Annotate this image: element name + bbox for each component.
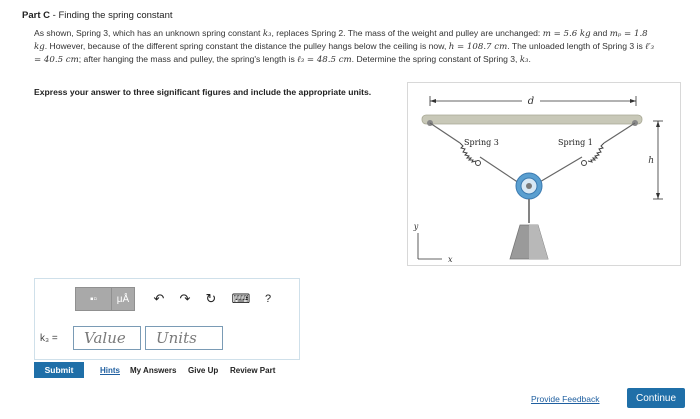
h-arrow-bottom xyxy=(656,193,660,199)
my-answers-link[interactable]: My Answers xyxy=(130,366,177,375)
submit-button[interactable]: Submit xyxy=(34,362,84,378)
keyboard-icon[interactable]: ⌨ xyxy=(231,291,251,306)
pulley-axle xyxy=(526,183,532,189)
part-title xyxy=(22,10,173,21)
weight-shade xyxy=(529,225,548,259)
ceiling-beam xyxy=(422,115,642,124)
answer-label: k₃ = xyxy=(40,333,58,344)
problem-text: and xyxy=(590,28,610,38)
spring-figure xyxy=(407,82,681,266)
problem-text: ; after hanging the mass and pulley, the spring's length is xyxy=(78,54,298,64)
math-unloaded-length: ℓ′₃ = 40.5 cm xyxy=(34,42,655,65)
d-label: d xyxy=(527,96,535,107)
d-arrow-right xyxy=(630,99,636,103)
math-k3: k₃ xyxy=(262,29,272,39)
math-toolbar xyxy=(75,287,275,311)
spring3-hook xyxy=(476,161,481,166)
part-title-text: Finding the spring constant xyxy=(58,10,173,21)
spring1-label: Spring 1 xyxy=(558,138,593,147)
math-loaded-length: ℓ₃ = 48.5 cm xyxy=(297,55,352,65)
math-k3: k₃ xyxy=(519,55,529,65)
math-height: h = 108.7 cm xyxy=(448,42,508,52)
problem-text: . The unloaded length of Spring 3 is xyxy=(507,41,646,51)
figure-svg xyxy=(408,83,680,265)
math-pulley-mass: mₚ = 1.8 kg xyxy=(34,29,648,52)
d-arrow-left xyxy=(430,99,436,103)
give-up-link[interactable]: Give Up xyxy=(188,366,219,375)
left-rope-upper xyxy=(430,123,460,143)
instruction: Express your answer to three significant figures and include the appropriate units. xyxy=(34,87,372,97)
units-icon: μÅ xyxy=(116,293,130,305)
reset-icon[interactable]: ↻ xyxy=(205,291,217,306)
problem-text: . However, because of the different spring constant the distance the pulley hangs below the ceiling is now, xyxy=(44,41,449,51)
help-icon[interactable]: ? xyxy=(264,293,272,305)
units-input[interactable]: Units xyxy=(145,326,223,350)
redo-icon[interactable]: ↷ xyxy=(179,291,191,306)
right-rope-upper xyxy=(604,123,635,143)
math-mass: m = 5.6 kg xyxy=(542,29,591,39)
h-arrow-top xyxy=(656,121,660,127)
right-rope-lower xyxy=(538,157,582,183)
x-axis-label: x xyxy=(448,255,453,264)
problem-text: As shown, Spring 3, which has an unknown spring constant xyxy=(34,28,263,38)
problem-text: . Determine the spring constant of Spring 3, xyxy=(351,54,520,64)
provide-feedback-link[interactable]: Provide Feedback xyxy=(531,394,600,404)
templates-icon: ▪▫ xyxy=(89,293,98,305)
spring3-label: Spring 3 xyxy=(464,138,499,147)
continue-button[interactable]: Continue xyxy=(627,388,685,408)
hints-link[interactable]: Hints xyxy=(100,366,120,375)
problem-text: . xyxy=(528,54,531,64)
templates-button[interactable] xyxy=(75,287,112,311)
y-axis-label: y xyxy=(413,222,419,231)
h-label: h xyxy=(648,156,654,166)
left-rope-lower xyxy=(480,157,519,183)
undo-icon[interactable]: ↶ xyxy=(153,291,165,306)
problem-statement xyxy=(34,27,662,66)
value-input[interactable]: Value xyxy=(73,326,141,350)
review-part-link[interactable]: Review Part xyxy=(230,366,276,375)
problem-text: , replaces Spring 2. The mass of the weight and pulley are unchanged: xyxy=(271,28,543,38)
units-button[interactable] xyxy=(111,287,135,311)
part-prefix: Part C xyxy=(22,10,50,21)
spring1-hook xyxy=(582,161,587,166)
part-separator: - xyxy=(49,10,59,21)
